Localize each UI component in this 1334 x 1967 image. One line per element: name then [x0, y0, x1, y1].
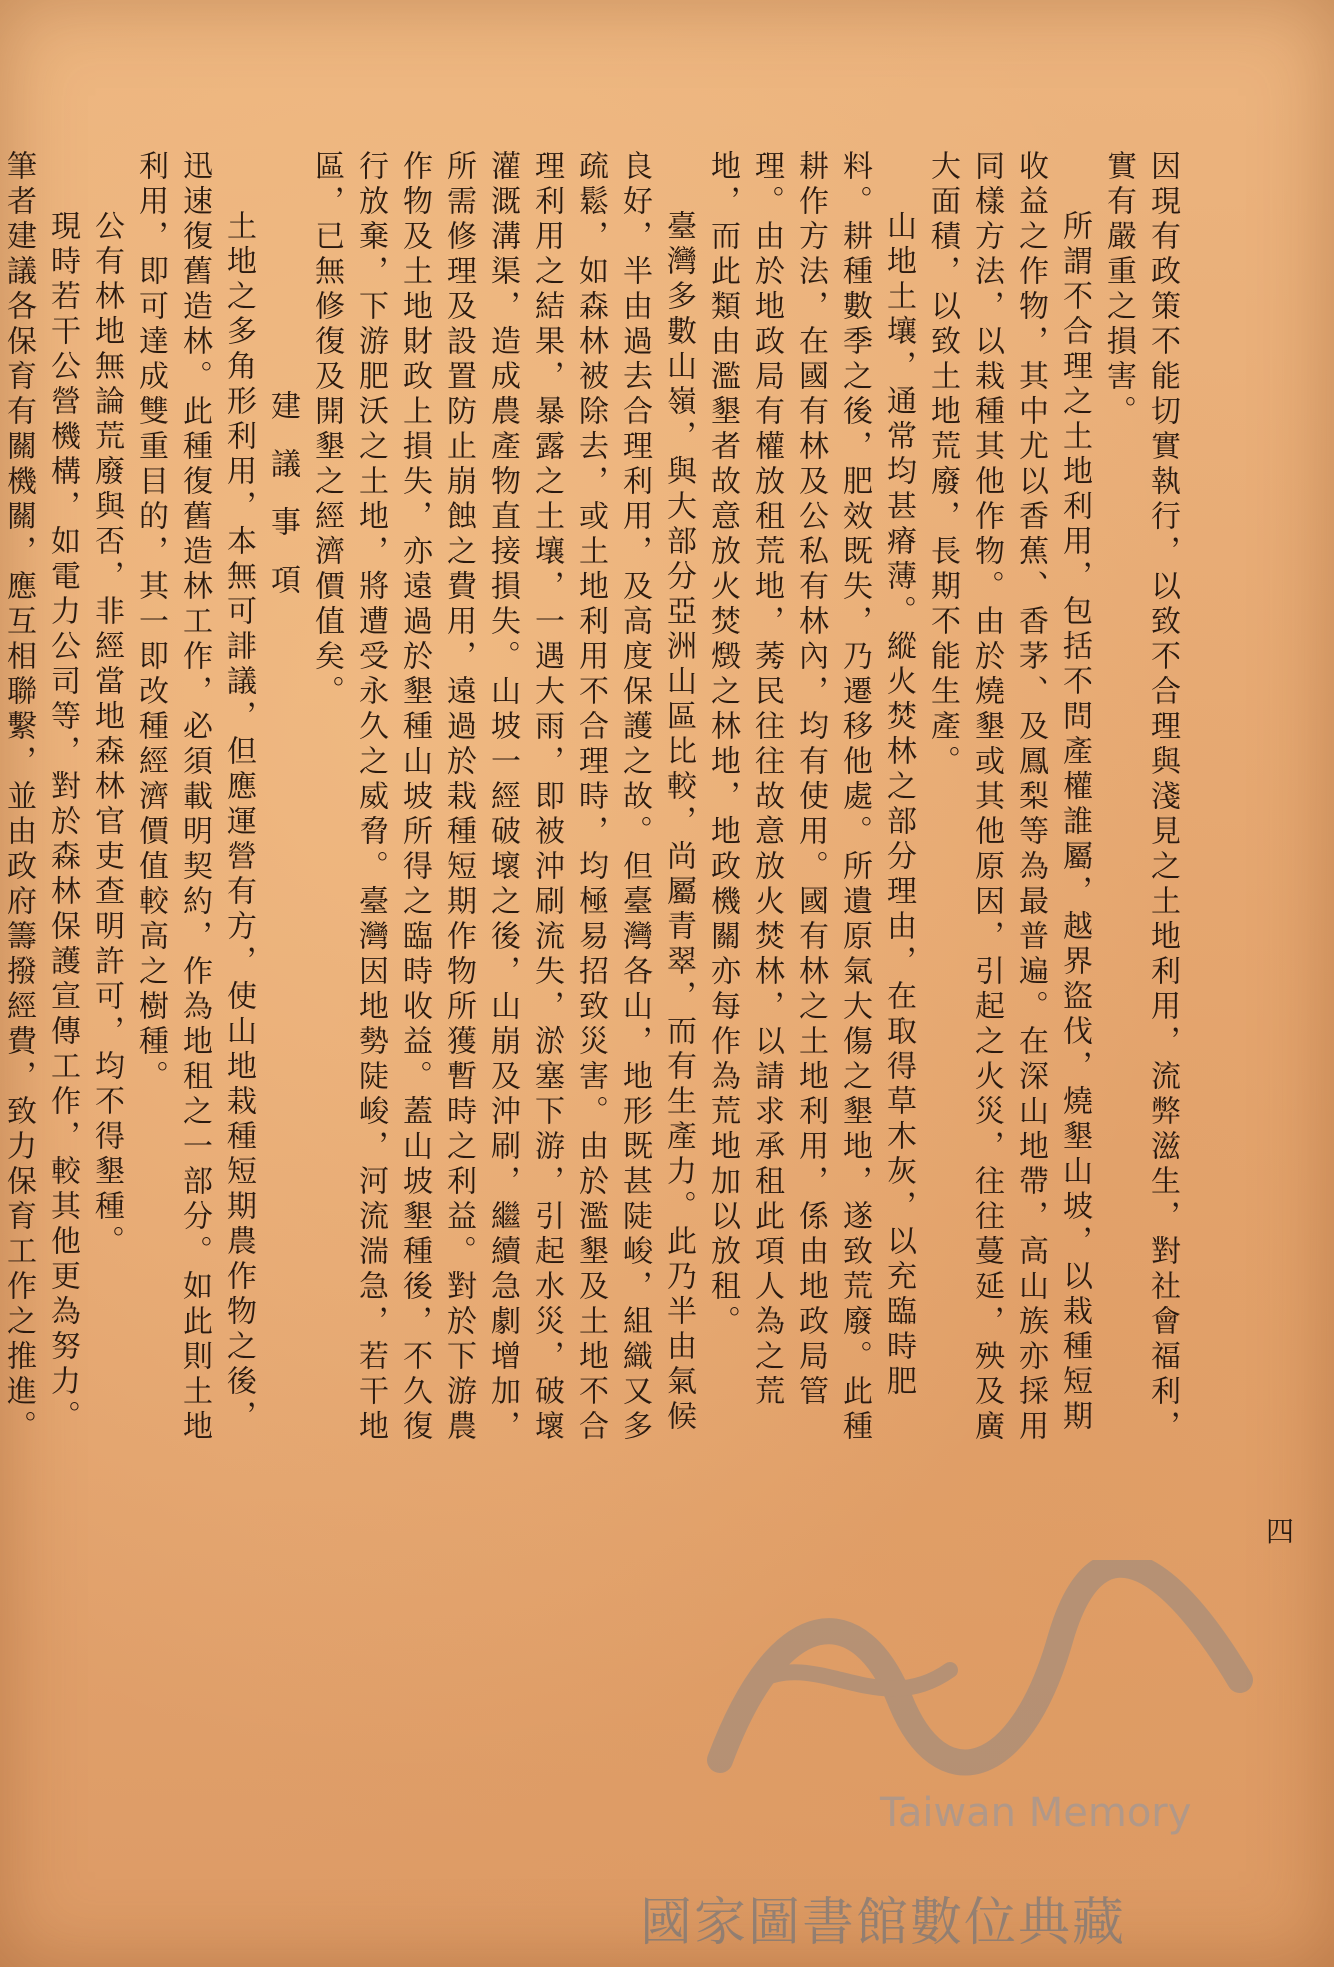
recommendations-heading: 建議事項 — [265, 390, 300, 622]
watermark-logo — [700, 1560, 1260, 1800]
watermark-english: Taiwan Memory — [880, 1790, 1192, 1836]
recommendation-3: 現時若干公營機構，如電力公司等，對於森林保護宣傳工作，較其他更為努力。筆者建議各保育有關機關，應互相聯繫，並由政府籌撥經費，致力保育工作之推進。 — [1, 150, 80, 1445]
paragraph-2: 所謂不合理之土地利用，包括不問產權誰屬，越界盜伐，燒墾山坡，以栽種短期收益之作物，其中尤以香蕉、香茅、及鳳梨等為最普遍。在深山地帶，高山族亦採用同樣方法，以栽種其他作物。由於燒墾或其他原因，引起之火災，往往蔓延，殃及廣大面積，以致土地荒廢，長期不能生產。 — [925, 150, 1092, 1445]
paragraph-1: 因現有政策不能切實執行，以致不合理與淺見之土地利用，流弊滋生，對社會福利，實有嚴重之損害。 — [1101, 150, 1180, 1445]
watermark-chinese: 國家圖書館數位典藏 — [640, 1893, 1127, 1953]
paragraph-4: 臺灣多數山嶺，與大部分亞洲山區比較，尚屬青翠，而有生產力。此乃半由氣候良好，半由過去合理利用，及高度保護之故。但臺灣各山，地形既甚陡峻，組織又多疏鬆，如森林被除去，或土地利用不合理時，均極易招致災害。由於濫墾及土地不合理利用之結果，暴露之土壤，一遇大雨，即被沖刷流失，淤塞下游，引起水災，破壞灌溉溝渠，造成農產物直接損失。山坡一經破壞之後，山崩及沖刷，繼續急劇增加，所需修理及設置防止崩蝕之費用，遠過於栽種短期作物所獲暫時之利益。對於下游農作物及土地財政上損失，亦遠過於墾種山坡所得之臨時收益。蓋山坡墾種後，不久復行放棄，下游肥沃之土地，將遭受永久之威脅。臺灣因地勢陡峻，河流湍急，若干地區，已無修復及開墾之經濟價值矣。 — [309, 150, 696, 1445]
recommendation-2: 公有林地無論荒廢與否，非經當地森林官吏查明許可，均不得墾種。 — [89, 210, 124, 1260]
recommendation-1: 土地之多角形利用，本無可誹議，但應運營有方，使山地栽種短期農作物之後，迅速復舊造林。此種復舊造林工作，必須載明契約，作為地租之一部分。如此則土地利用，即可達成雙重目的，其一即改種經濟價值較高之樹種。 — [133, 150, 256, 1445]
vertical-text-body — [1, 150, 1184, 1450]
paragraph-3: 山地土壤，通常均甚瘠薄。縱火焚林之部分理由，在取得草木灰，以充臨時肥料。耕種數季之後，肥效既失，乃遷移他處。所遺原氣大傷之墾地，遂致荒廢。此種耕作方法，在國有林及公私有林內，均有使用。國有林之土地利用，係由地政局管理。由於地政局有權放租荒地，莠民往往故意放火焚林，以請求承租此項人為之荒地，而此類由濫墾者故意放火焚燬之林地，地政機關亦每作為荒地加以放租。 — [705, 150, 916, 1445]
page-number: 四 — [1265, 1515, 1294, 1548]
